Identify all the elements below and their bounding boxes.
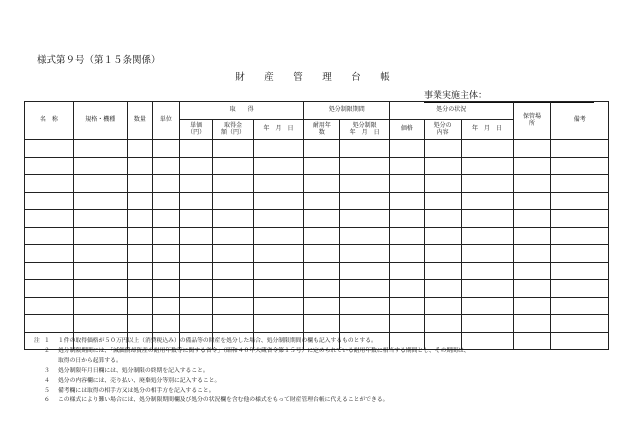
table-cell bbox=[340, 140, 390, 158]
table-cell bbox=[390, 157, 425, 175]
table-cell bbox=[461, 297, 513, 315]
table-cell bbox=[551, 157, 609, 175]
table-cell bbox=[179, 140, 213, 158]
table-cell bbox=[340, 245, 390, 263]
table-cell bbox=[73, 315, 127, 333]
header-name: 名 称 bbox=[25, 102, 74, 140]
table-cell bbox=[304, 157, 340, 175]
table-row bbox=[25, 297, 609, 315]
table-cell bbox=[73, 140, 127, 158]
table-cell bbox=[127, 175, 152, 193]
table-cell bbox=[25, 297, 74, 315]
table-cell bbox=[551, 280, 609, 298]
table-cell bbox=[213, 192, 253, 210]
header-quantity: 数量 bbox=[127, 102, 152, 140]
header-acquisition: 取 得 bbox=[179, 102, 304, 120]
table-cell bbox=[513, 192, 551, 210]
table-cell bbox=[461, 280, 513, 298]
table-cell bbox=[424, 175, 461, 193]
table-cell bbox=[461, 192, 513, 210]
table-cell bbox=[127, 227, 152, 245]
table-cell bbox=[340, 157, 390, 175]
table-cell bbox=[127, 262, 152, 280]
table-cell bbox=[551, 297, 609, 315]
table-cell bbox=[179, 280, 213, 298]
table-cell bbox=[461, 245, 513, 263]
table-cell bbox=[461, 315, 513, 333]
table-cell bbox=[127, 245, 152, 263]
table-cell bbox=[424, 280, 461, 298]
table-cell bbox=[390, 245, 425, 263]
table-cell bbox=[152, 210, 179, 228]
table-cell bbox=[213, 245, 253, 263]
table-cell bbox=[253, 280, 304, 298]
table-cell bbox=[551, 315, 609, 333]
table-cell bbox=[213, 262, 253, 280]
table-cell bbox=[551, 245, 609, 263]
table-cell bbox=[390, 280, 425, 298]
table-cell bbox=[513, 315, 551, 333]
header-disposal-date: 年 月 日 bbox=[461, 120, 513, 140]
table-cell bbox=[25, 157, 74, 175]
table-cell bbox=[390, 140, 425, 158]
note-text: 備考欄には取得の相手方又は処分の相手方を記入すること。 bbox=[58, 387, 215, 394]
table-cell bbox=[73, 210, 127, 228]
table-cell bbox=[73, 157, 127, 175]
table-cell bbox=[179, 210, 213, 228]
table-cell bbox=[390, 297, 425, 315]
table-cell bbox=[253, 140, 304, 158]
table-row bbox=[25, 175, 609, 193]
table-cell bbox=[179, 192, 213, 210]
table-cell bbox=[461, 210, 513, 228]
table-cell bbox=[424, 210, 461, 228]
table-row bbox=[25, 157, 609, 175]
table-cell bbox=[127, 157, 152, 175]
table-cell bbox=[127, 280, 152, 298]
table-cell bbox=[513, 210, 551, 228]
table-cell bbox=[424, 245, 461, 263]
note-item bbox=[34, 387, 609, 397]
table-cell bbox=[73, 280, 127, 298]
table-cell bbox=[253, 210, 304, 228]
table-cell bbox=[424, 315, 461, 333]
header-unit-price: 単価 （円） bbox=[179, 120, 213, 140]
table-cell bbox=[513, 262, 551, 280]
table-cell bbox=[25, 175, 74, 193]
table-row bbox=[25, 192, 609, 210]
table-cell bbox=[73, 245, 127, 263]
table-cell bbox=[73, 262, 127, 280]
table-cell bbox=[424, 157, 461, 175]
table-cell bbox=[304, 140, 340, 158]
table-cell bbox=[513, 227, 551, 245]
table-cell bbox=[340, 280, 390, 298]
table-cell bbox=[213, 315, 253, 333]
table-cell bbox=[424, 297, 461, 315]
table-cell bbox=[551, 262, 609, 280]
ledger-body bbox=[25, 140, 609, 350]
table-cell bbox=[513, 297, 551, 315]
header-useful-life: 耐用年 数 bbox=[304, 120, 340, 140]
note-number: ３ bbox=[44, 367, 50, 374]
note-number: ６ bbox=[44, 397, 50, 404]
table-cell bbox=[390, 227, 425, 245]
table-cell bbox=[213, 140, 253, 158]
table-cell bbox=[424, 192, 461, 210]
table-row bbox=[25, 262, 609, 280]
table-cell bbox=[304, 210, 340, 228]
note-item bbox=[34, 367, 609, 377]
table-row bbox=[25, 210, 609, 228]
table-cell bbox=[340, 315, 390, 333]
table-cell bbox=[424, 262, 461, 280]
table-cell bbox=[390, 175, 425, 193]
table-cell bbox=[152, 262, 179, 280]
table-cell bbox=[461, 175, 513, 193]
table-row bbox=[25, 140, 609, 158]
table-cell bbox=[340, 210, 390, 228]
header-spec: 規格・機種 bbox=[73, 102, 127, 140]
note-number: ５ bbox=[44, 387, 50, 394]
table-cell bbox=[25, 210, 74, 228]
table-cell bbox=[73, 227, 127, 245]
table-cell bbox=[461, 140, 513, 158]
table-cell bbox=[179, 227, 213, 245]
table-cell bbox=[340, 297, 390, 315]
table-cell bbox=[213, 297, 253, 315]
note-item bbox=[34, 337, 609, 347]
table-cell bbox=[25, 192, 74, 210]
note-item bbox=[34, 396, 609, 406]
header-remarks: 備考 bbox=[551, 102, 609, 140]
table-cell bbox=[253, 157, 304, 175]
header-unit: 単位 bbox=[152, 102, 179, 140]
table-row bbox=[25, 280, 609, 298]
table-cell bbox=[253, 175, 304, 193]
table-cell bbox=[127, 140, 152, 158]
table-cell bbox=[461, 262, 513, 280]
header-acquisition-amount: 取得金 額（円） bbox=[213, 120, 253, 140]
table-cell bbox=[424, 227, 461, 245]
table-cell bbox=[25, 280, 74, 298]
table-cell bbox=[551, 210, 609, 228]
note-number: １ bbox=[44, 338, 50, 344]
note-text: １件の取得価格が５０万円以上（消費税込み）の備品等の財産を処分した場合、処分制限期間の欄も記入するものとする。 bbox=[58, 338, 377, 344]
table-cell bbox=[213, 280, 253, 298]
property-ledger-table bbox=[24, 101, 609, 350]
table-cell bbox=[390, 262, 425, 280]
table-row bbox=[25, 227, 609, 245]
notes-section bbox=[34, 337, 609, 406]
table-cell bbox=[25, 140, 74, 158]
table-cell bbox=[424, 140, 461, 158]
note-text: 処分の内容欄には、売り払い、廃棄処分等別に記入すること。 bbox=[58, 377, 221, 384]
table-cell bbox=[152, 227, 179, 245]
table-cell bbox=[73, 297, 127, 315]
header-price: 価格 bbox=[390, 120, 425, 140]
table-cell bbox=[340, 262, 390, 280]
table-cell bbox=[179, 262, 213, 280]
note-item bbox=[34, 357, 609, 367]
table-cell bbox=[253, 227, 304, 245]
table-cell bbox=[304, 175, 340, 193]
table-row bbox=[25, 315, 609, 333]
table-cell bbox=[253, 262, 304, 280]
table-cell bbox=[179, 175, 213, 193]
table-cell bbox=[253, 192, 304, 210]
table-cell bbox=[25, 262, 74, 280]
table-cell bbox=[152, 297, 179, 315]
table-cell bbox=[513, 140, 551, 158]
table-cell bbox=[304, 227, 340, 245]
table-cell bbox=[340, 192, 390, 210]
table-cell bbox=[253, 315, 304, 333]
header-disposal-content: 処分の 内容 bbox=[424, 120, 461, 140]
header-acquisition-date: 年 月 日 bbox=[253, 120, 304, 140]
table-row bbox=[25, 245, 609, 263]
table-cell bbox=[152, 175, 179, 193]
table-cell bbox=[25, 245, 74, 263]
note-number bbox=[44, 357, 58, 367]
table-cell bbox=[213, 157, 253, 175]
table-cell bbox=[551, 192, 609, 210]
table-cell bbox=[127, 297, 152, 315]
note-text: 取得の日から起算する。 bbox=[58, 357, 122, 364]
note-number: ２ bbox=[44, 347, 50, 354]
table-cell bbox=[152, 192, 179, 210]
operator-label: 事業実施主体： bbox=[424, 91, 488, 101]
header-disposal-limit: 処分制限期間 bbox=[304, 102, 390, 120]
table-cell bbox=[73, 175, 127, 193]
table-cell bbox=[73, 192, 127, 210]
table-cell bbox=[304, 245, 340, 263]
table-cell bbox=[304, 262, 340, 280]
table-cell bbox=[152, 157, 179, 175]
table-cell bbox=[253, 245, 304, 263]
document-title: 財 産 管 理 台 帳 bbox=[235, 72, 395, 83]
header-limit-date: 処分制限 年 月 日 bbox=[340, 120, 390, 140]
table-cell bbox=[25, 315, 74, 333]
table-cell bbox=[152, 315, 179, 333]
table-cell bbox=[304, 192, 340, 210]
table-cell bbox=[340, 175, 390, 193]
table-cell bbox=[152, 140, 179, 158]
note-item bbox=[34, 347, 609, 357]
table-cell bbox=[253, 297, 304, 315]
table-cell bbox=[152, 245, 179, 263]
header-disposal-status: 処分の状況 bbox=[390, 102, 514, 120]
table-cell bbox=[513, 280, 551, 298]
table-cell bbox=[152, 280, 179, 298]
table-cell bbox=[213, 227, 253, 245]
table-cell bbox=[304, 297, 340, 315]
notes-prefix: 注 bbox=[34, 338, 40, 344]
note-text: この様式により難い場合には、処分制限期間欄及び処分の状況欄を含む他の様式をもって財産管理台帳に代えることができる。 bbox=[58, 397, 389, 404]
table-cell bbox=[461, 157, 513, 175]
note-text: 処分制限年月日欄には、処分制限の終期を記入すること。 bbox=[58, 367, 209, 374]
note-item bbox=[34, 377, 609, 387]
note-number: ４ bbox=[44, 377, 50, 384]
table-cell bbox=[179, 157, 213, 175]
table-cell bbox=[513, 245, 551, 263]
table-cell bbox=[213, 175, 253, 193]
table-cell bbox=[179, 297, 213, 315]
table-cell bbox=[179, 245, 213, 263]
form-number: 様式第９号（第１５条関係） bbox=[37, 55, 161, 66]
table-cell bbox=[513, 175, 551, 193]
header-custodian: 保管場 所 bbox=[513, 102, 551, 140]
table-cell bbox=[127, 192, 152, 210]
table-cell bbox=[551, 140, 609, 158]
table-cell bbox=[127, 315, 152, 333]
table-cell bbox=[304, 280, 340, 298]
note-text: 処分制限期間には、「減価償却資産の耐用年数等に関する省令」（昭和４０年大蔵省令第１５号）に定められている耐用年数に相当する期間とし、その期間は、 bbox=[58, 347, 470, 354]
table-cell bbox=[340, 227, 390, 245]
table-cell bbox=[461, 227, 513, 245]
table-cell bbox=[551, 227, 609, 245]
table-cell bbox=[304, 315, 340, 333]
table-cell bbox=[551, 175, 609, 193]
table-cell bbox=[179, 315, 213, 333]
table-cell bbox=[127, 210, 152, 228]
table-cell bbox=[513, 157, 551, 175]
table-cell bbox=[25, 227, 74, 245]
table-cell bbox=[390, 192, 425, 210]
table-cell bbox=[390, 210, 425, 228]
table-cell bbox=[390, 315, 425, 333]
table-cell bbox=[213, 210, 253, 228]
